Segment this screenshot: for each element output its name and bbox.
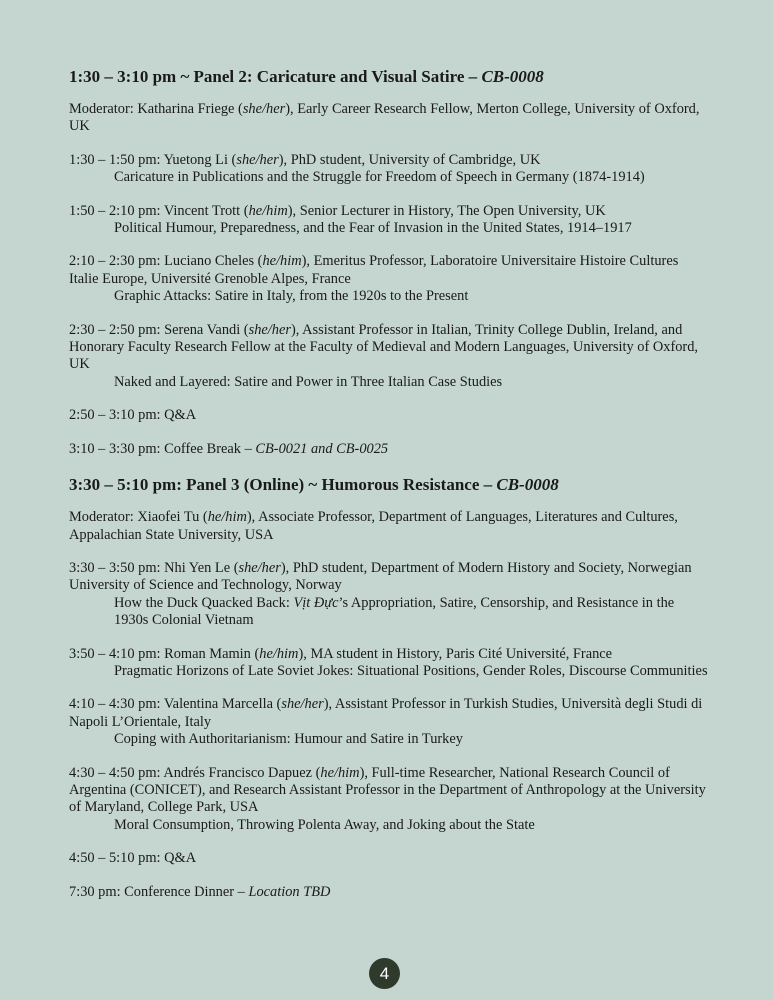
talk-entry: 4:10 – 4:30 pm: Valentina Marcella (she/her), Assistant Professor in Turkish Studies, Università degli Studi di Napoli L’Orientale, Italy Coping with Authoritarianism: Humour and Satire in Turkey [69, 696, 709, 748]
talk-entry: 2:30 – 2:50 pm: Serena Vandi (she/her), Assistant Professor in Italian, Trinity College Dublin, Ireland, and Honorary Faculty Research Fellow at the Faculty of Medieval and Modern Languages, University of Oxford, UK Naked and Layered: Satire and Power in Three Italian Case Studies [69, 322, 709, 392]
talk-title: Graphic Attacks: Satire in Italy, from the 1920s to the Present [114, 288, 469, 305]
panel-2-room: CB-0008 [481, 67, 544, 86]
panel-3-qa: 4:50 – 5:10 pm: Q&A [69, 850, 197, 867]
panel-2-moderator: Moderator: Katharina Friege (she/her), Early Career Research Fellow, Merton College, University of Oxford, UK [69, 101, 700, 135]
conference-dinner: 7:30 pm: Conference Dinner – Location TBD [69, 883, 331, 900]
panel-3-heading: 3:30 – 5:10 pm: Panel 3 (Online) ~ Humorous Resistance – CB-0008 [69, 475, 559, 495]
talk-title: How the Duck Quacked Back: Vịt Đực’s Appropriation, Satire, Censorship, and Resistance in the 1930s Colonial Vietnam [114, 594, 675, 629]
talk-entry: 3:50 – 4:10 pm: Roman Mamin (he/him), MA student in History, Paris Cité Université, France Pragmatic Horizons of Late Soviet Jokes: Situational Positions, Gender Roles, Discourse Communities [69, 645, 708, 679]
talk-title: Naked and Layered: Satire and Power in Three Italian Case Studies [114, 373, 503, 390]
talk-entry: 2:10 – 2:30 pm: Luciano Cheles (he/him), Emeritus Professor, Laboratoire Universitaire Histoire Cultures Italie Europe, Université Grenoble Alpes, France Graphic Attacks: Satire in Italy, from the 1920s to the Present [69, 253, 709, 305]
talk-title: Caricature in Publications and the Struggle for Freedom of Speech in Germany (1874-1914) [114, 169, 645, 186]
talk-entry: 4:30 – 4:50 pm: Andrés Francisco Dapuez (he/him), Full-time Researcher, National Research Council of Argentina (CONICET), and Research Assistant Professor in the Department of Anthropology at the University of Maryland, College Park, USA Moral Consumption, Throwing Polenta Away, and Joking about the State [69, 765, 709, 835]
page-number: 4 [369, 958, 400, 989]
talk-entry: 1:30 – 1:50 pm: Yuetong Li (she/her), PhD student, University of Cambridge, UK Caricature in Publications and the Struggle for Freedom of Speech in Germany (1874-1914) [69, 152, 709, 187]
talk-title: Moral Consumption, Throwing Polenta Away, and Joking about the State [114, 816, 535, 833]
talk-entry: 3:30 – 3:50 pm: Nhi Yen Le (she/her), PhD student, Department of Modern History and Society, Norwegian University of Science and Technology, Norway How the Duck Quacked Back: Vịt Đực’s Appropriation, Satire, Censorship, and Resistance in the 1930s Colonial Vietnam [69, 560, 709, 630]
panel-2-qa: 2:50 – 3:10 pm: Q&A [69, 407, 197, 424]
coffee-break: 3:10 – 3:30 pm: Coffee Break – CB-0021 and CB-0025 [69, 440, 389, 457]
talk-title: Political Humour, Preparedness, and the Fear of Invasion in the United States, 1914–1917 [114, 220, 632, 237]
panel-3-room: CB-0008 [496, 475, 559, 495]
talk-title: Pragmatic Horizons of Late Soviet Jokes: Situational Positions, Gender Roles, Discourse Communities [114, 662, 708, 679]
panel-2-heading: 1:30 – 3:10 pm ~ Panel 2: Caricature and Visual Satire – CB-0008 [69, 67, 544, 86]
talk-title: Coping with Authoritarianism: Humour and Satire in Turkey [114, 731, 463, 748]
panel-3-moderator: Moderator: Xiaofei Tu (he/him), Associate Professor, Department of Languages, Literatures and Cultures, Appalachian State University, USA [69, 509, 678, 543]
talk-entry: 1:50 – 2:10 pm: Vincent Trott (he/him), Senior Lecturer in History, The Open University, UK Political Humour, Preparedness, and the Fear of Invasion in the United States, 1914–1917 [69, 203, 709, 238]
schedule-page [69, 66, 709, 917]
